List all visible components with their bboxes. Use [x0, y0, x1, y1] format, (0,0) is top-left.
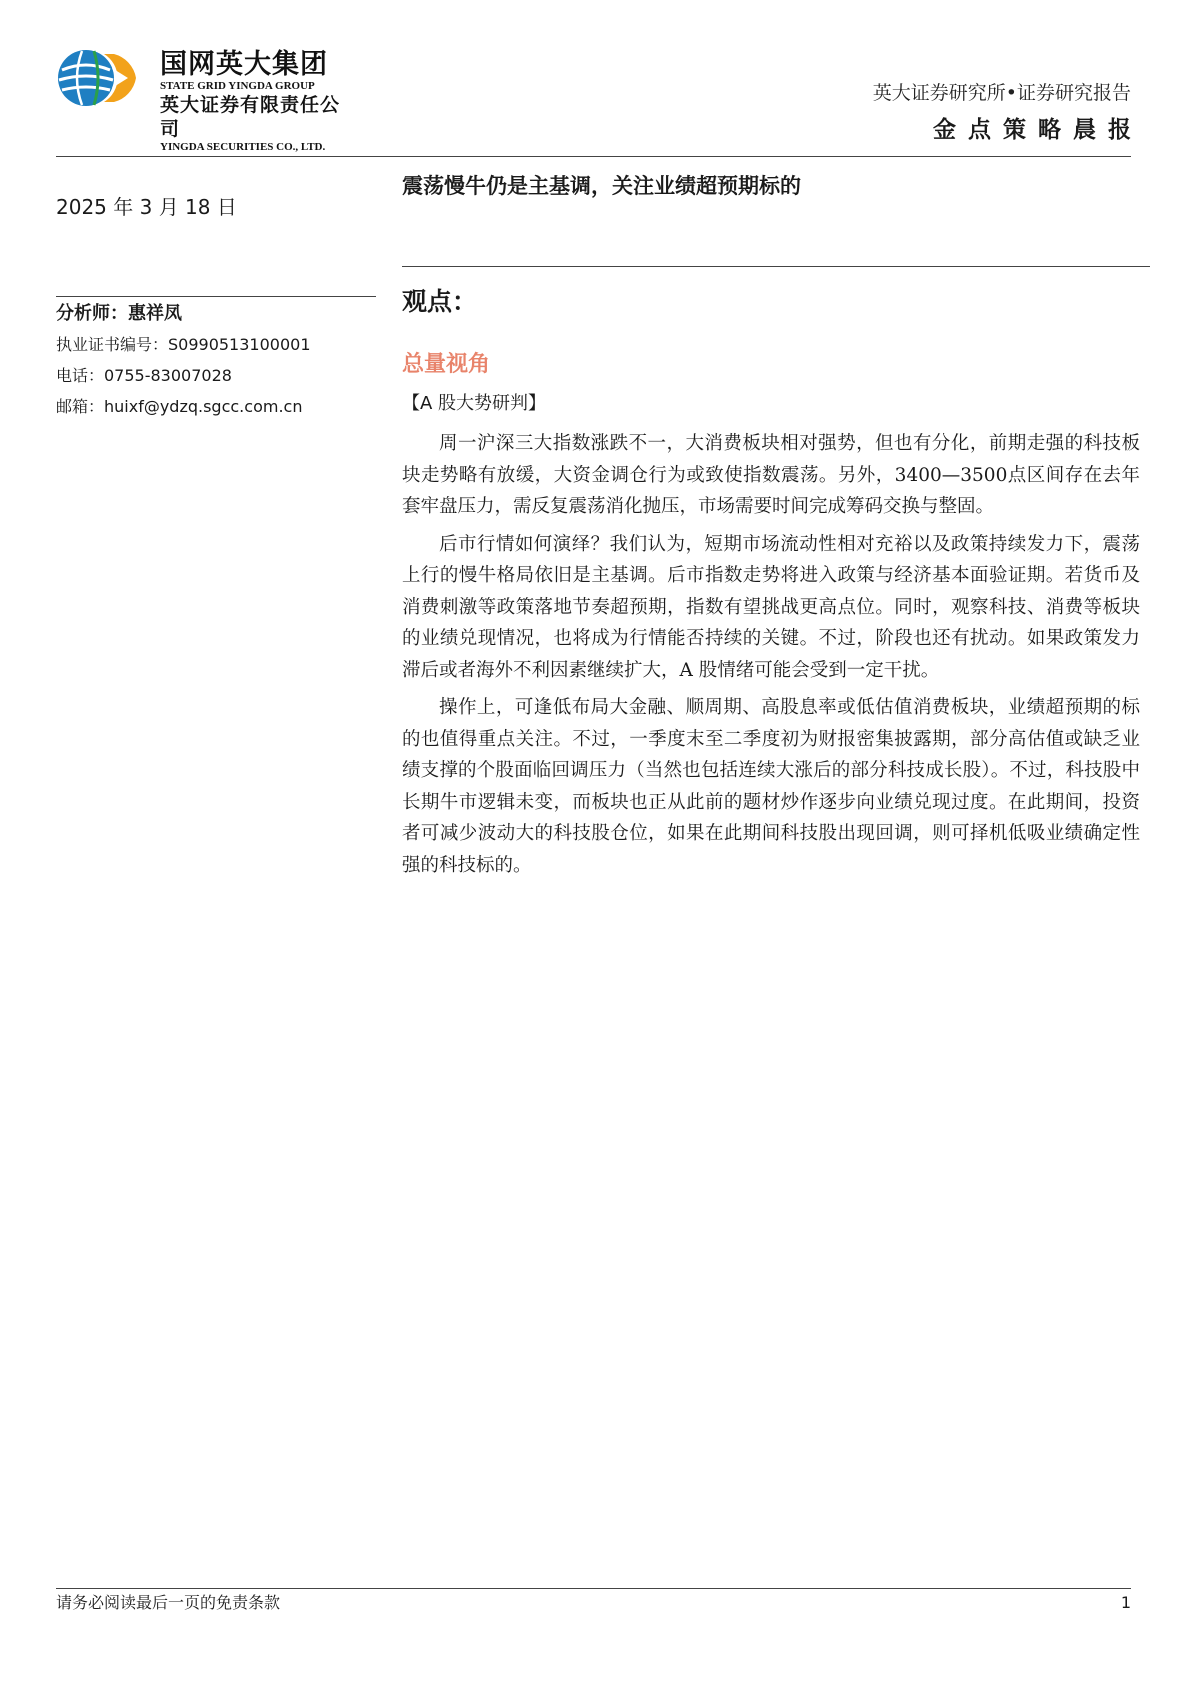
paragraph: 周一沪深三大指数涨跌不一，大消费板块相对强势，但也有分化，前期走强的科技板块走势略有放缓，大资金调仓行为或致使指数震荡。另外，3400—3500点区间存在去年套牢盘压力，需反复震荡消化抛压，市场需要时间完成筹码交换与整固。 — [402, 433, 1140, 517]
logo-company-name-cn: 英大证券有限责任公司 — [160, 94, 341, 140]
subheading: 【A 股大势研判】 — [402, 393, 547, 414]
report-body — [402, 428, 1140, 887]
header-divider — [56, 156, 1131, 157]
section-title: 总量视角 — [402, 352, 491, 377]
company-logo — [56, 48, 356, 153]
logo-group-name-en: STATE GRID YINGDA GROUP — [160, 80, 315, 92]
logo-company-name-en: YINGDA SECURITIES CO., LTD. — [160, 141, 326, 153]
title-divider — [402, 266, 1150, 267]
analyst-email: 邮箱：huixf@ydzq.sgcc.com.cn — [56, 397, 303, 416]
globe-arrow-logo-icon — [56, 48, 144, 108]
paragraph: 后市行情如何演绎？我们认为，短期市场流动性相对充裕以及政策持续发力下，震荡上行的慢牛格局依旧是主基调。后市指数走势将进入政策与经济基本面验证期。若货币及消费刺激等政策落地节奏超预期，指数有望挑战更高点位。同时，观察科技、消费等板块的业绩兑现情况，也将成为行情能否持续的关键。不过，阶段也还有扰动。如果政策发力滞后或者海外不利因素继续扩大，A 股情绪可能会受到一定干扰。 — [402, 533, 1140, 681]
footer-divider — [56, 1588, 1131, 1589]
report-title: 震荡慢牛仍是主基调，关注业绩超预期标的 — [402, 174, 801, 198]
analyst-name: 分析师：惠祥凤 — [56, 303, 182, 324]
page-number: 1 — [1120, 1593, 1131, 1612]
report-date: 2025 年 3 月 18 日 — [56, 195, 237, 219]
analyst-phone: 电话：0755-83007028 — [56, 366, 232, 385]
viewpoint-heading: 观点： — [402, 287, 478, 316]
institute-label: 英大证券研究所•证券研究报告 — [872, 82, 1131, 104]
disclaimer-note: 请务必阅读最后一页的免责条款 — [56, 1593, 281, 1612]
analyst-divider — [56, 296, 376, 297]
paragraph: 操作上，可逢低布局大金融、顺周期、高股息率或低估值消费板块，业绩超预期的标的也值得重点关注。不过，一季度末至二季度初为财报密集披露期，部分高估值或缺乏业绩支撑的个股面临回调压力（当然也包括连续大涨后的部分科技成长股）。不过，科技股中长期牛市逻辑未变，而板块也正从此前的题材炒作逐步向业绩兑现过度。在此期间，投资者可减少波动大的科技股仓位，如果在此期间科技股出现回调，则可择机低吸业绩确定性强的科技标的。 — [402, 697, 1140, 876]
analyst-cert: 执业证书编号：S0990513100001 — [56, 335, 311, 354]
report-name: 金点策略晨报 — [933, 117, 1143, 143]
logo-group-name-cn: 国网英大集团 — [160, 49, 328, 80]
analyst-info — [56, 302, 376, 427]
